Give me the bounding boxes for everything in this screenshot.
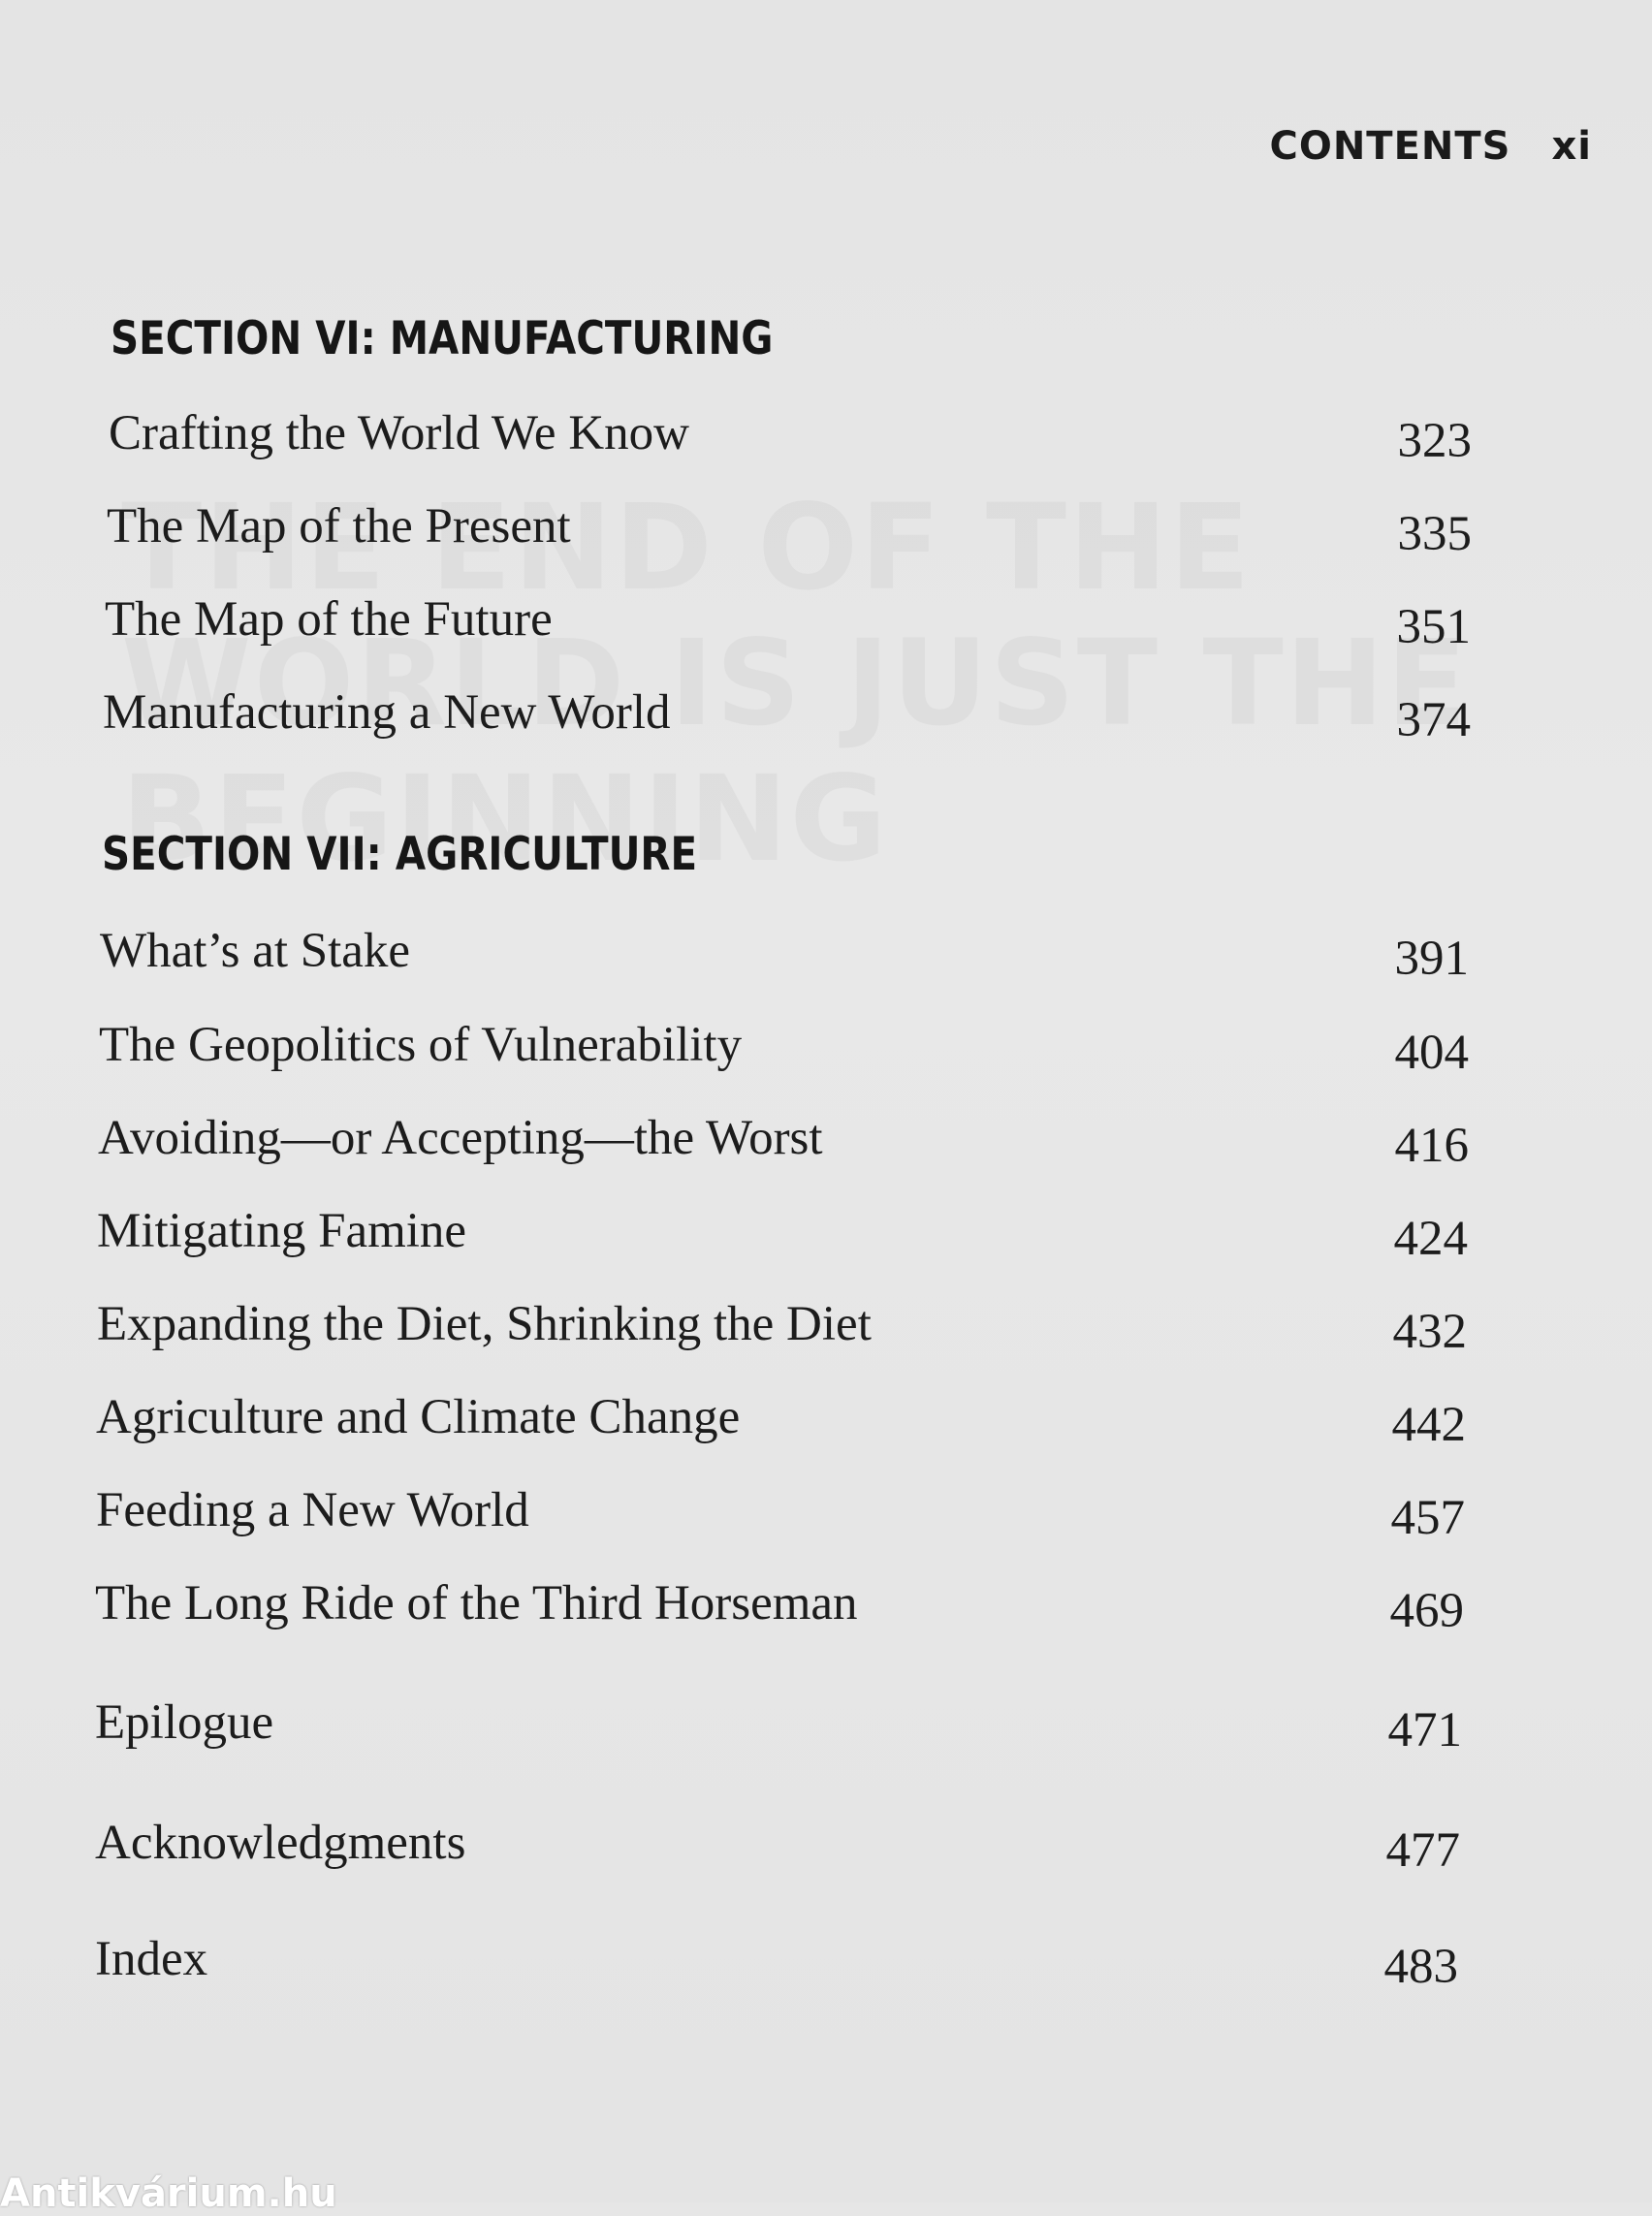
toc-entry-page: 424 — [1393, 1212, 1468, 1266]
toc-entry-epilogue[interactable] — [0, 1694, 1652, 1762]
page-folio: xi — [1551, 124, 1592, 169]
toc-entry-page: 374 — [1396, 693, 1471, 747]
toc-entry-page: 442 — [1391, 1398, 1466, 1452]
toc-entry-page: 416 — [1394, 1119, 1469, 1173]
toc-entry-page: 483 — [1383, 1940, 1458, 1994]
toc-entry-page: 432 — [1392, 1305, 1467, 1359]
toc-entry-title: Agriculture and Climate Change — [96, 1390, 741, 1444]
toc-entry-title: What’s at Stake — [100, 924, 411, 978]
toc-entry-page: 391 — [1394, 932, 1469, 986]
toc-entry[interactable] — [0, 498, 1652, 566]
toc-entry-page: 469 — [1389, 1584, 1464, 1638]
toc-entry-title: The Long Ride of the Third Horseman — [95, 1576, 858, 1630]
section-heading-manufacturing: SECTION VI: MANUFACTURING — [111, 312, 774, 365]
toc-entry-index[interactable] — [0, 1931, 1652, 1999]
toc-entry-page: 404 — [1394, 1026, 1469, 1080]
toc-entry-title: Expanding the Diet, Shrinking the Diet — [97, 1297, 872, 1351]
toc-entry-page: 335 — [1397, 507, 1472, 561]
toc-entry-title: Crafting the World We Know — [109, 406, 689, 460]
toc-entry-title: The Map of the Future — [105, 592, 553, 647]
toc-entry[interactable] — [0, 1575, 1652, 1643]
toc-entry[interactable] — [0, 1110, 1652, 1178]
toc-entry-title: The Map of the Present — [107, 499, 571, 554]
toc-entry-title: Feeding a New World — [96, 1483, 529, 1537]
toc-entry-title: Epilogue — [95, 1695, 274, 1750]
toc-entry[interactable] — [0, 1389, 1652, 1457]
toc-entry-page: 323 — [1397, 414, 1472, 468]
toc-entry-title: Acknowledgments — [95, 1816, 466, 1870]
toc-entry-page: 351 — [1396, 600, 1471, 654]
toc-entry-title: Manufacturing a New World — [103, 685, 671, 740]
toc-entry-title: Mitigating Famine — [97, 1204, 467, 1258]
toc-entry[interactable] — [0, 1017, 1652, 1085]
toc-entry[interactable] — [0, 923, 1652, 991]
toc-entry[interactable] — [0, 1482, 1652, 1550]
toc-entry-page: 471 — [1387, 1703, 1462, 1757]
toc-entry[interactable] — [0, 405, 1652, 473]
running-head-label: CONTENTS — [1269, 124, 1511, 169]
toc-entry[interactable] — [0, 1296, 1652, 1364]
toc-entry[interactable] — [0, 1203, 1652, 1271]
toc-entry[interactable] — [0, 684, 1652, 752]
toc-entry[interactable] — [0, 591, 1652, 659]
toc-entry-page: 477 — [1385, 1823, 1460, 1878]
toc-entry-acknowledgments[interactable] — [0, 1815, 1652, 1883]
running-head — [1269, 124, 1592, 169]
toc-entry-page: 457 — [1390, 1491, 1465, 1545]
toc-entry-title: Index — [95, 1932, 208, 1986]
section-heading-agriculture: SECTION VII: AGRICULTURE — [102, 828, 698, 881]
toc-entry-title: Avoiding—or Accepting—the Worst — [98, 1111, 823, 1165]
watermark: Antikvárium.hu — [0, 2171, 337, 2216]
toc-entry-title: The Geopolitics of Vulnerability — [99, 1018, 743, 1072]
